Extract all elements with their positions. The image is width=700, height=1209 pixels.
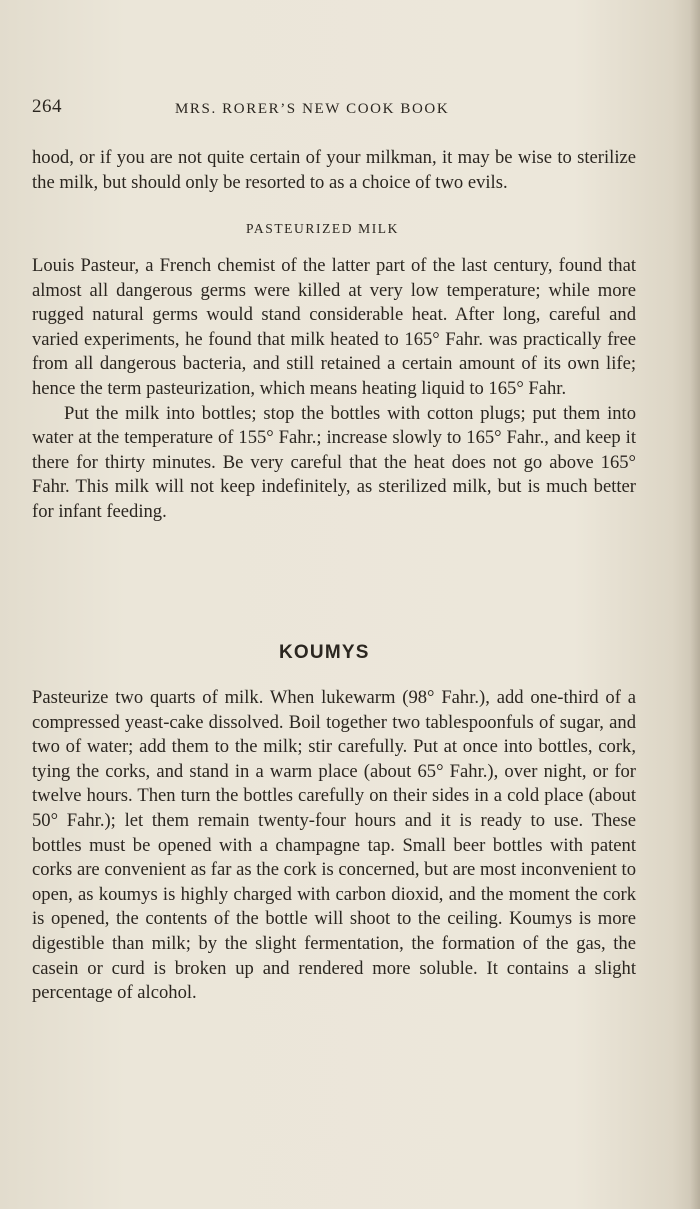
page-edge-shadow [690,0,700,1209]
pasteurized-milk-heading: PASTEURIZED MILK [246,221,399,236]
pasteurized-paragraph-2: Put the milk into bottles; stop the bottles with cotton plugs; put them into water at the temperature of 155° Fahr.; increase slowly to 165° Fahr., and keep it there for thirty minutes. Be very careful that the heat does not go above 165° Fahr. This milk will not keep indefinitely, as sterilized milk, but is much better for infant feeding. [32,402,636,522]
koumys-section [32,686,636,1006]
continuation-paragraph: hood, or if you are not quite certain of your milkman, it may be wise to sterilize the milk, but should only be resorted to as a choice of two evils. [32,147,636,193]
pasteurized-paragraph-1: Louis Pasteur, a French chemist of the latter part of the last century, found that almost all dangerous germs were killed at very low temperature; while more rugged natural germs would stand considerable heat. After long, careful and varied experiments, he found that milk heated to 165° Fahr. was practically free from all dangerous bacteria, and still retained a certain amount of its own life; hence the term pasteurization, which means heating liquid to 165° Fahr. [32,255,636,399]
pasteurized-milk-section [32,254,636,525]
continuation-text-block [32,146,636,195]
koumys-heading: KOUMYS [279,642,370,663]
running-head: MRS. RORER’S NEW COOK BOOK [175,101,450,117]
page-number: 264 [32,96,62,117]
koumys-paragraph: Pasteurize two quarts of milk. When lukewarm (98° Fahr.), add one-third of a compressed yeast-cake dissolved. Boil together two tablespoonfuls of sugar, and two of water; add them to the milk; stir carefully. Put at once into bottles, cork, tying the corks, and stand in a warm place (about 65° Fahr.), over night, or for twelve hours. Then turn the bottles carefully on their sides in a cold place (about 50° Fahr.); let them remain twenty-four hours and it is ready to use. These bottles must be opened with a champagne tap. Small beer bottles with patent corks are convenient as far as the cork is concerned, but are most inconvenient to open, as koumys is highly charged with carbon dioxid, and the moment the cork is opened, the contents of the bottle will shoot to the ceiling. Koumys is more digestible than milk; by the slight fermentation, the formation of the gas, the casein or curd is broken up and rendered more soluble. It contains a slight percentage of alcohol. [32,687,636,1004]
